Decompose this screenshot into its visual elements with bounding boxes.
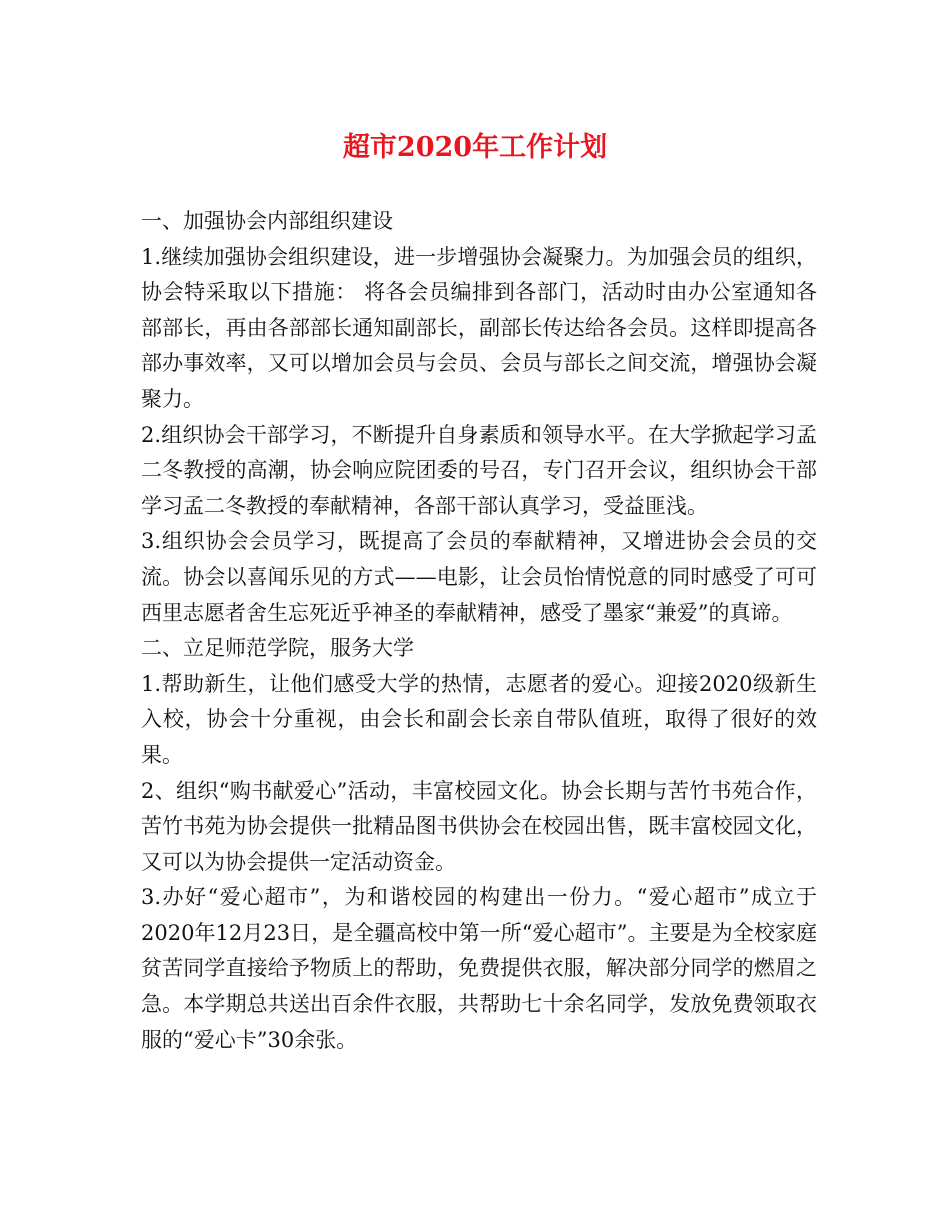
section-heading-2: 二、立足师范学院，服务大学	[141, 636, 414, 661]
document-title: 超市2020年工作计划	[342, 132, 608, 163]
paragraph-1-1: 1.继续加强协会组织建设，进一步增强协会凝聚力。为加强会员的组织，协会特采取以下措施： 将各会员编排到各部门，活动时由办公室通知各部部长，再由各部部长通知副部长，副部长传达给各会员。这样即提高各部办事效率，又可以增加会员与会员、会员与部长之间交流，增强协会凝聚力。	[141, 244, 817, 411]
paragraph-1-2: 2.组织协会干部学习，不断提升自身素质和领导水平。在大学掀起学习孟二冬教授的高潮，协会响应院团委的号召，专门召开会议，组织协会干部学习孟二冬教授的奉献精神，各部干部认真学习，受益匪浅。	[141, 422, 817, 518]
paragraph-2-3: 3.办好“爱心超市”，为和谐校园的构建出一份力。“爱心超市”成立于2020年12月23日，是全疆高校中第一所“爱心超市”。主要是为全校家庭贫苦同学直接给予物质上的帮助，免费提供衣服，解决部分同学的燃眉之急。本学期总共送出百余件衣服，共帮助七十余名同学，发放免费领取衣服的“爱心卡”30余张。	[141, 885, 817, 1052]
paragraph-2-2: 2、组织“购书献爱心”活动，丰富校园文化。协会长期与苦竹书苑合作，苦竹书苑为协会提供一批精品图书供协会在校园出售，既丰富校园文化，又可以为协会提供一定活动资金。	[141, 778, 817, 874]
paragraph-1-3: 3.组织协会会员学习，既提高了会员的奉献精神，又增进协会会员的交流。协会以喜闻乐见的方式——电影，让会员怡情悦意的同时感受了可可西里志愿者舍生忘死近乎神圣的奉献精神，感受了墨家“兼爱”的真谛。	[141, 529, 817, 625]
paragraph-2-1: 1.帮助新生，让他们感受大学的热情，志愿者的爱心。迎接2020级新生入校，协会十分重视，由会长和副会长亲自带队值班，取得了很好的效果。	[141, 671, 817, 767]
document-body	[141, 204, 817, 1058]
section-heading-1: 一、加强协会内部组织建设	[141, 209, 393, 233]
